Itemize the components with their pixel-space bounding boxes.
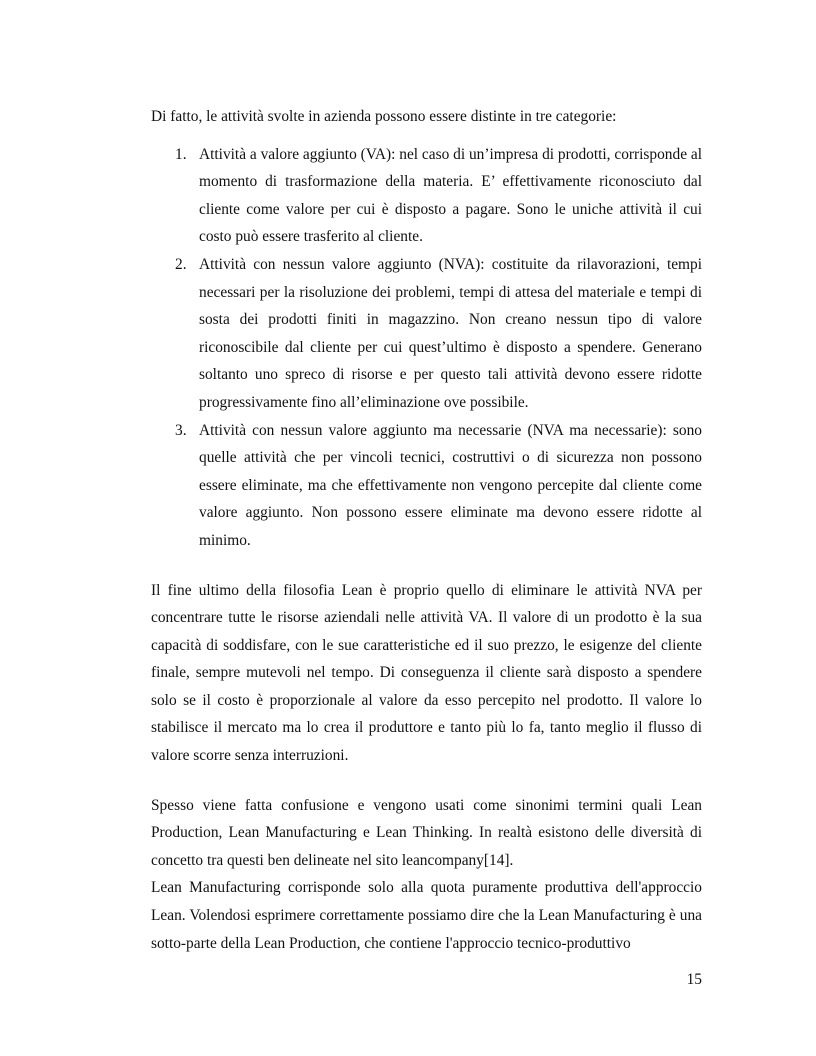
list-item [151, 141, 702, 251]
body-paragraph: Lean Manufacturing corrisponde solo alla quota puramente produttiva dell'approccio Lean. Volendosi esprimere correttamente possiamo dire che la Lean Manufacturing è una sotto-parte della Lean Production, che contiene l'approccio tecnico-produttivo [151, 879, 702, 952]
list-item-number: 2. [175, 255, 187, 273]
list-item-text: Attività con nessun valore aggiunto ma necessarie (NVA ma necessarie): sono quelle attività che per vincoli tecnici, costruttivi o di sicurezza non possono essere eliminate, ma che effettivamente non vengono percepite dal cliente come valore aggiunto. Non possono essere eliminate ma devono essere ridotte al minimo. [199, 421, 702, 549]
intro-paragraph: Di fatto, le attività svolte in azienda possono essere distinte in tre categorie: [151, 108, 617, 125]
body-paragraph: Spesso viene fatta confusione e vengono usati come sinonimi termini quali Lean Production, Lean Manufacturing e Lean Thinking. In realtà esistono delle diversità di concetto tra questi ben delineate nel sito leancompany[14]. [151, 796, 702, 869]
categories-list [151, 141, 702, 555]
list-item-number: 3. [175, 421, 187, 439]
list-item-text: Attività con nessun valore aggiunto (NVA): costituite da rilavorazioni, tempi necessari per la risoluzione dei problemi, tempi di attesa del materiale e tempi di sosta dei prodotti finiti in magazzino. Non creano nessun tipo di valore riconoscibile dal cliente per cui quest’ultimo è disposto a spendere. Generano soltanto uno spreco di risorse e per questo tali attività devono essere ridotte progressivamente fino all’eliminazione ove possibile. [199, 255, 702, 411]
body-paragraph: Il fine ultimo della filosofia Lean è proprio quello di eliminare le attività NVA per concentrare tutte le risorse aziendali nelle attività VA. Il valore di un prodotto è la sua capacità di soddisfare, con le sue caratteristiche ed il suo prezzo, le esigenze del cliente finale, sempre mutevoli nel tempo. Di conseguenza il cliente sarà disposto a spendere solo se il costo è proporzionale al valore da esso percepito nel prodotto. Il valore lo stabilisce il mercato ma lo crea il produttore e tanto più lo fa, tanto meglio il flusso di valore scorre senza interruzioni. [151, 581, 702, 765]
list-item-number: 1. [175, 145, 187, 163]
list-item-text: Attività a valore aggiunto (VA): nel caso di un’impresa di prodotti, corrisponde al momento di trasformazione della materia. E’ effettivamente riconosciuto dal cliente come valore per cui è disposto a pagare. Sono le uniche attività il cui costo può essere trasferito al cliente. [199, 145, 702, 246]
list-item [151, 417, 702, 555]
document-page [151, 103, 702, 957]
page-number: 15 [686, 971, 702, 988]
list-item [151, 251, 702, 417]
